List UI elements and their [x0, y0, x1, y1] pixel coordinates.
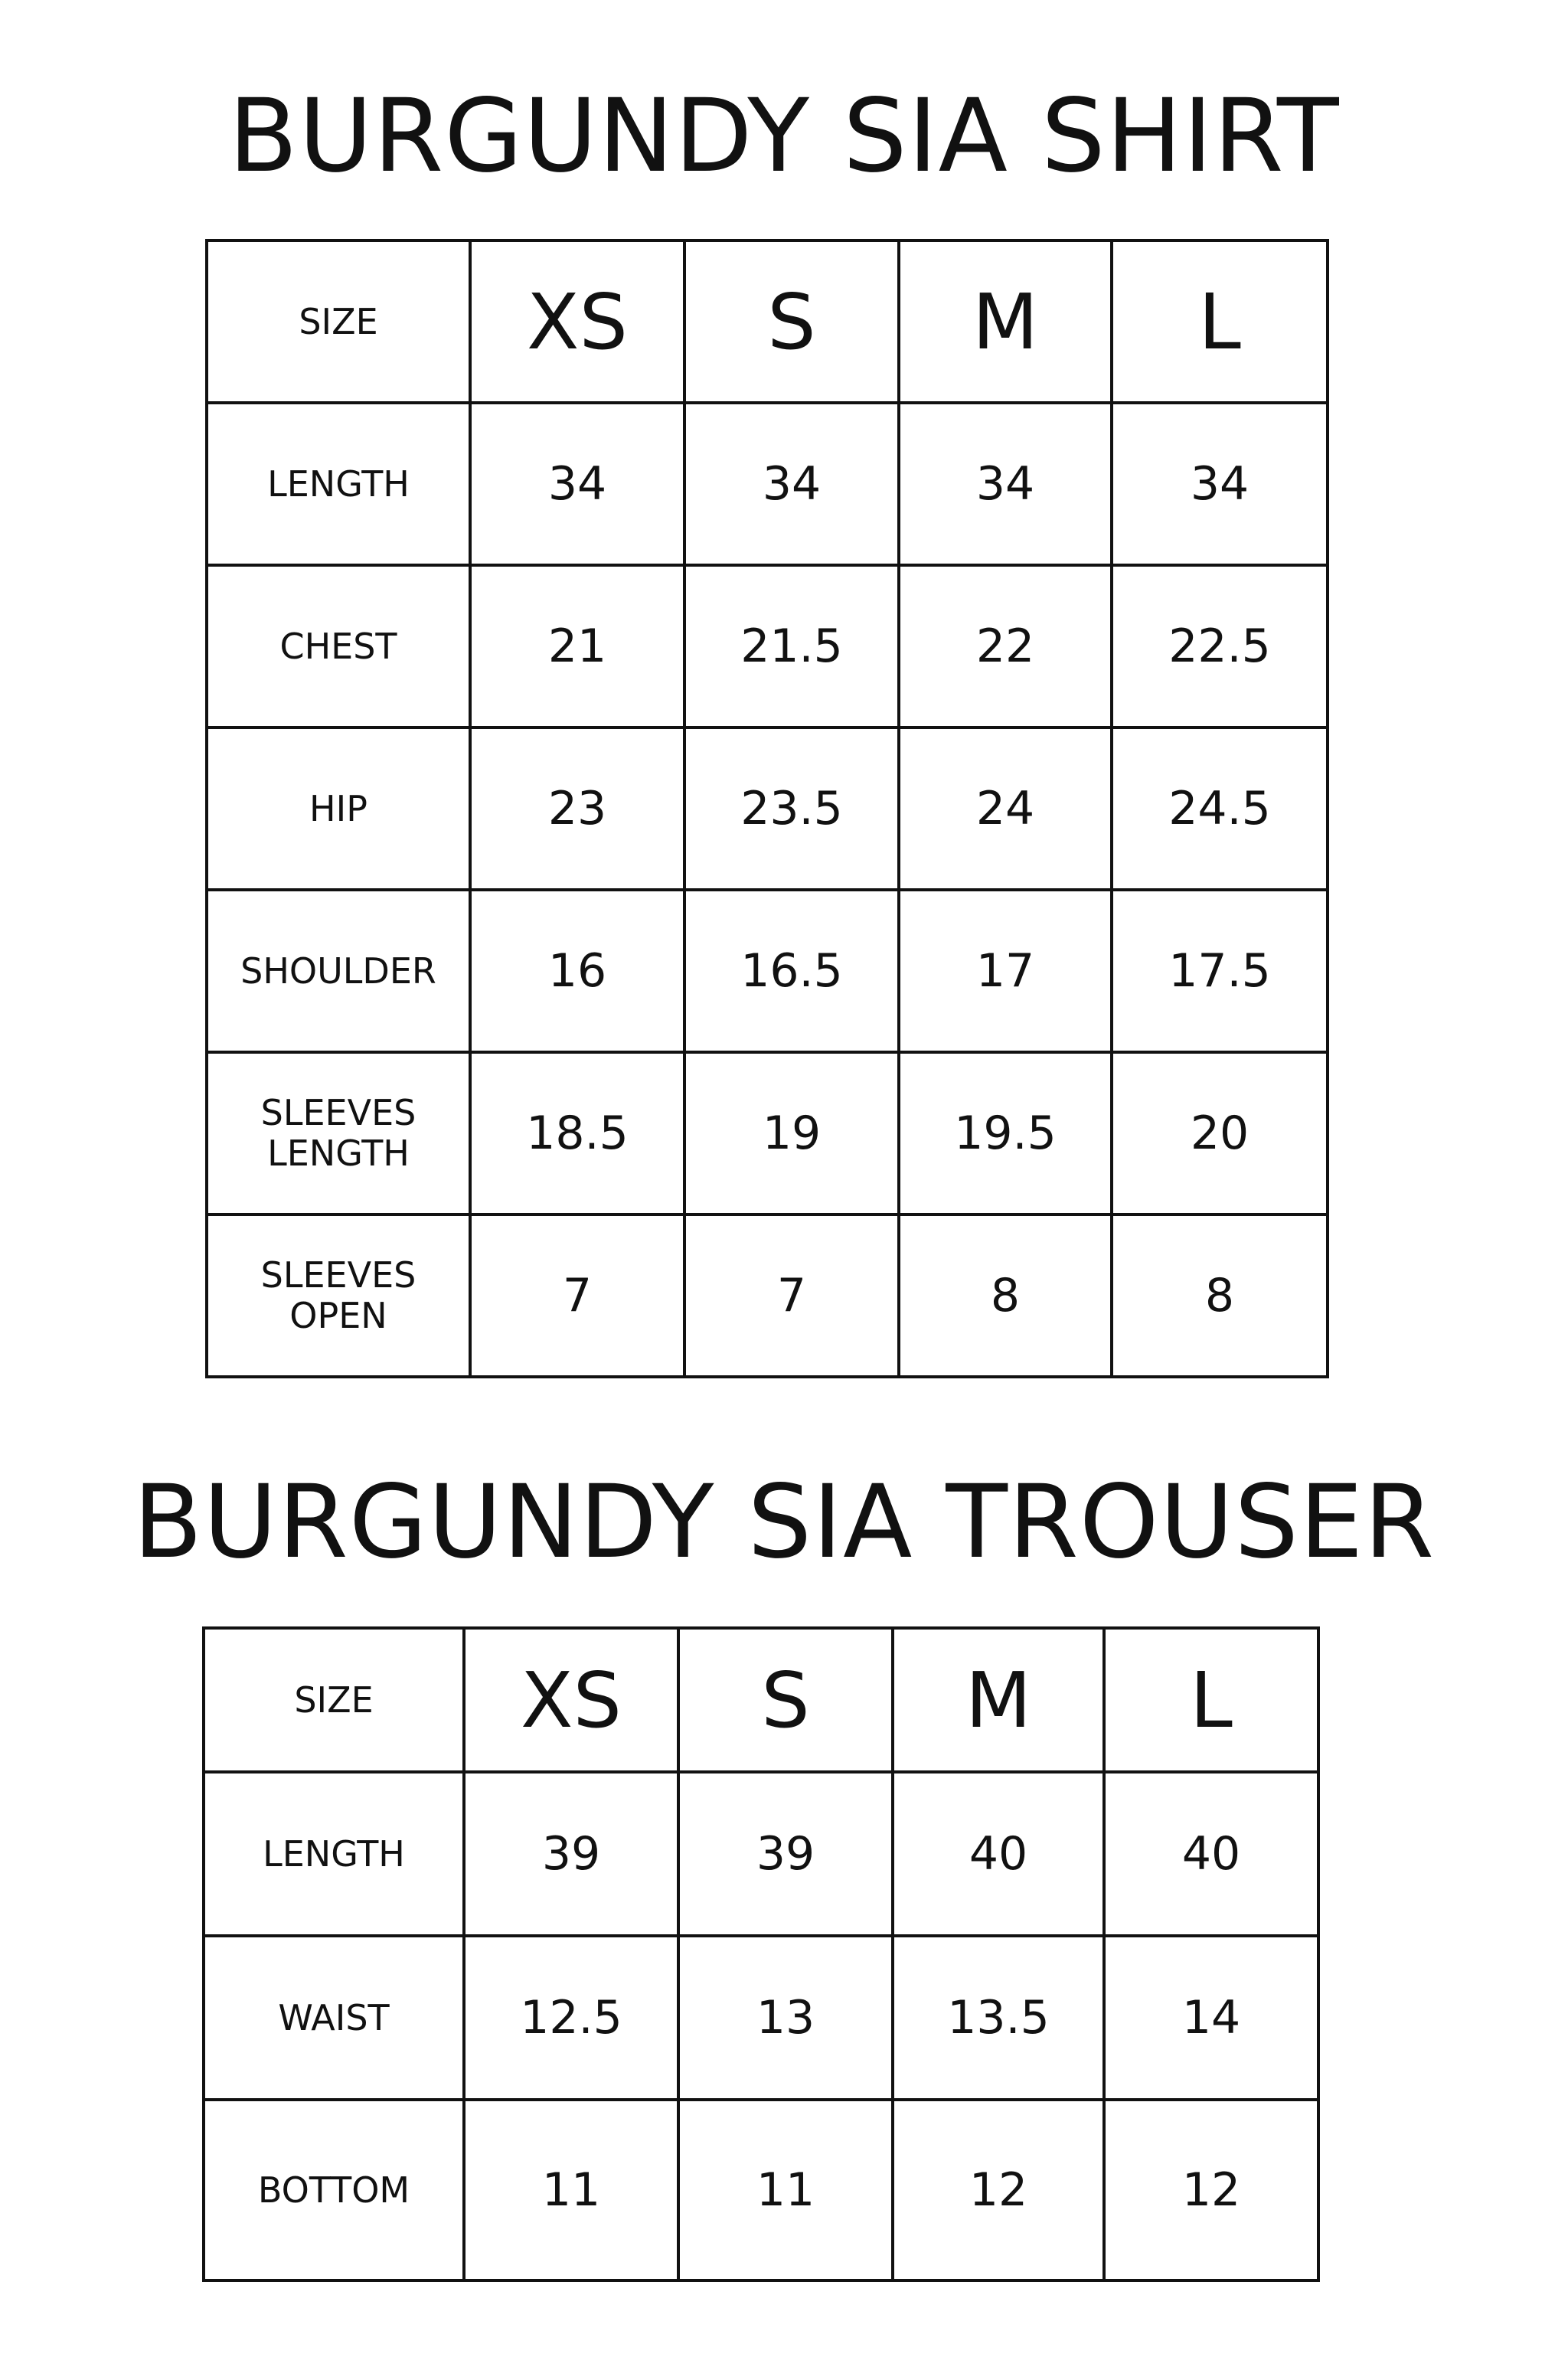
size-xs: XS	[464, 1628, 678, 1772]
cell-value: 16.5	[684, 890, 899, 1052]
table-row	[207, 1214, 1328, 1377]
cell-value: 8	[1112, 1214, 1328, 1377]
cell-value: 7	[470, 1214, 684, 1377]
shirt-size-table	[205, 239, 1329, 1378]
table-row	[204, 1772, 1318, 1936]
cell-value: 11	[678, 2100, 893, 2280]
cell-value: 23	[470, 727, 684, 890]
cell-value: 21.5	[684, 565, 899, 727]
cell-value: 13.5	[893, 1936, 1104, 2100]
trouser-title: BURGUNDY SIA TROUSER	[132, 1463, 1436, 1581]
size-l: L	[1104, 1628, 1318, 1772]
cell-value: 20	[1112, 1052, 1328, 1214]
cell-value: 22	[899, 565, 1112, 727]
size-m: M	[899, 240, 1112, 403]
row-label: LENGTH	[204, 1772, 464, 1936]
cell-value: 14	[1104, 1936, 1318, 2100]
cell-value: 19.5	[899, 1052, 1112, 1214]
table-row	[204, 2100, 1318, 2280]
cell-value: 24.5	[1112, 727, 1328, 890]
row-label: SLEEVES OPEN	[207, 1214, 470, 1377]
cell-value: 34	[684, 403, 899, 565]
row-label: SHOULDER	[207, 890, 470, 1052]
table-header-row	[207, 240, 1328, 403]
size-s: S	[684, 240, 899, 403]
row-label: LENGTH	[207, 403, 470, 565]
cell-value: 34	[899, 403, 1112, 565]
size-label: SIZE	[207, 240, 470, 403]
size-xs: XS	[470, 240, 684, 403]
table-row	[207, 727, 1328, 890]
cell-value: 19	[684, 1052, 899, 1214]
cell-value: 16	[470, 890, 684, 1052]
cell-value: 8	[899, 1214, 1112, 1377]
row-label: SLEEVES LENGTH	[207, 1052, 470, 1214]
cell-value: 12	[893, 2100, 1104, 2280]
cell-value: 17.5	[1112, 890, 1328, 1052]
cell-value: 34	[1112, 403, 1328, 565]
cell-value: 40	[1104, 1772, 1318, 1936]
table-row	[207, 403, 1328, 565]
table-row	[207, 565, 1328, 727]
cell-value: 7	[684, 1214, 899, 1377]
size-l: L	[1112, 240, 1328, 403]
trouser-size-table	[202, 1626, 1320, 2282]
cell-value: 23.5	[684, 727, 899, 890]
cell-value: 18.5	[470, 1052, 684, 1214]
cell-value: 39	[464, 1772, 678, 1936]
cell-value: 21	[470, 565, 684, 727]
row-label: BOTTOM	[204, 2100, 464, 2280]
table-row	[207, 890, 1328, 1052]
cell-value: 39	[678, 1772, 893, 1936]
row-label: WAIST	[204, 1936, 464, 2100]
cell-value: 11	[464, 2100, 678, 2280]
cell-value: 24	[899, 727, 1112, 890]
table-header-row	[204, 1628, 1318, 1772]
cell-value: 12.5	[464, 1936, 678, 2100]
size-s: S	[678, 1628, 893, 1772]
cell-value: 34	[470, 403, 684, 565]
cell-value: 13	[678, 1936, 893, 2100]
shirt-title: BURGUNDY SIA SHIRT	[228, 77, 1340, 195]
size-label: SIZE	[204, 1628, 464, 1772]
row-label: HIP	[207, 727, 470, 890]
cell-value: 17	[899, 890, 1112, 1052]
cell-value: 22.5	[1112, 565, 1328, 727]
table-row	[204, 1936, 1318, 2100]
cell-value: 40	[893, 1772, 1104, 1936]
table-row	[207, 1052, 1328, 1214]
size-m: M	[893, 1628, 1104, 1772]
row-label: CHEST	[207, 565, 470, 727]
cell-value: 12	[1104, 2100, 1318, 2280]
